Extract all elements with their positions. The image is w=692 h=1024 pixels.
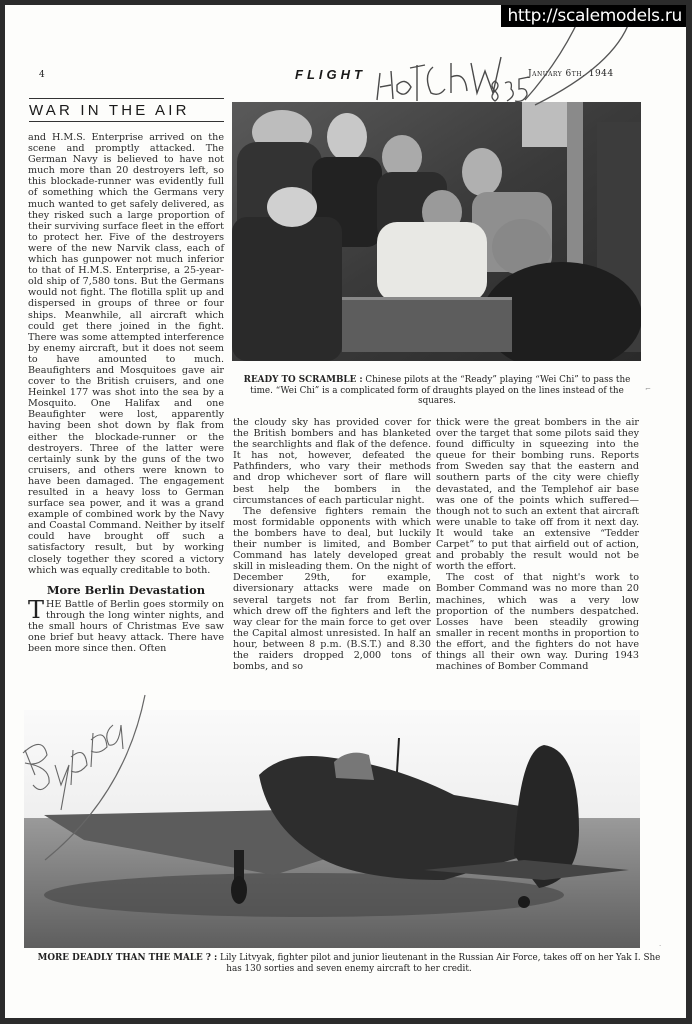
- pen-arc-top-right: [535, 20, 630, 105]
- text-column-3: [436, 417, 639, 672]
- handwritten-835: [492, 77, 529, 101]
- col2-paragraph-1: the cloudy sky has provided cover for the British bombers and has blanketed the searchlights and flak of the defence. It has not, however, defeated the Pathfinders, who vary their methods and drop whichever sort of flare will best help the bombers in the circumstances of each particular night.: [233, 417, 431, 506]
- handwritten-hol-chw: [377, 57, 501, 101]
- photo-yak-fighter-image: [24, 710, 640, 948]
- caption-bottom-photo: [29, 953, 669, 974]
- drop-cap: T: [28, 595, 45, 624]
- col3-paragraph-2: The cost of that night's work to Bomber Command was no more than 20 machines, which was a very low proportion of the numbers despatched. Losses have been steadily growing smaller in recent months in proportion to the effort, and the fighters do not have things all their own way. During 1943 machines of Bomber Command: [436, 572, 639, 673]
- caption-bottom-title: MORE DEADLY THAN THE MALE ? :: [37, 953, 218, 963]
- magazine-page: [5, 5, 686, 1018]
- col3-paragraph-1: thick were the great bombers in the air over the target that some pilots said they found difficulty in squeezing into the queue for their bombing runs. Reports from Sweden say that the eastern and southern parts of the city were chiefly devastated, and the Templehof air base was one of the points which suffered—though not to such an extent that aircraft were unable to take off from it next day. It would take an extensive “Tedder Carpet” to put that airfield out of action, and probably the result would not be worth the effort.: [436, 417, 639, 573]
- page-number: 4: [39, 70, 45, 80]
- text-column-1: [28, 132, 224, 654]
- margin-mark: ⌐: [645, 385, 651, 393]
- text-column-2: [233, 417, 431, 672]
- section-title: WAR IN THE AIR: [29, 102, 190, 119]
- photo-chinese-pilots-image: [232, 102, 641, 361]
- watermark-url[interactable]: http://scalemodels.ru: [501, 5, 686, 27]
- subheading: More Berlin Devastation: [46, 582, 206, 597]
- col1-paragraph-2: [28, 595, 224, 655]
- margin-mark-2: ·: [659, 942, 662, 950]
- caption-bottom-text: Lily Litvyak, fighter pilot and junior lieutenant in the Russian Air Force, takes off on her Yak I. She has 130 sorties and seven enemy aircraft to her credit.: [220, 953, 661, 974]
- caption-top-photo: [237, 375, 637, 407]
- col1-paragraph-2-text: HE Battle of Berlin goes stormily on through the long winter nights, and the small hours of Christmas Eve saw one brief but heavy attack. There have been more since then. Often: [28, 598, 224, 655]
- caption-top-title: READY TO SCRAMBLE :: [243, 375, 363, 385]
- masthead: FLIGHT: [295, 67, 366, 82]
- col1-paragraph-1: and H.M.S. Enterprise arrived on the scene and promptly attacked. The German Navy is believed to have not much more than 20 destroyers left, so this blockade-runner was evidently full of something which the Germans very much wanted to get safely delivered, as they risked such a large proportion of their surviving surface fleet in the effort to protect her. Five of the destroyers were of the new Narvik class, each of which has gunpower not much inferior to that of H.M.S. Enterprise, a 25-year-old ship of 7,580 tons. But the Germans would not fight. The flotilla split up and dispersed in groups of three or four ships. Meanwhile, all aircraft which could get there joined in the fight. There was some attempted interference by enemy aircraft, but it does not seem to have amounted to much. Beaufighters and Mosquitoes gave air cover to the British cruisers, and one Heinkel 177 was shot into the sea by a Mosquito. One Halifax and one Beaufighter were lost, apparently having been shot down by flak from either the blockade-runner or the destroyers. Three of the latter were certainly sunk by the guns of the two cruisers, and others were known to have been damaged. The engagement resulted in a heavy loss to German surface sea power, and it was a grand example of combined work by the Navy and Coastal Command. Neither by itself could have brought off such a satisfactory result, but by working closely together they scored a victory which was equally creditable to both.: [28, 132, 224, 576]
- col2-paragraph-2: The defensive fighters remain the most formidable opponents with which the bombers have to deal, but luckily their number is limited, and Bomber Command has lately developed great skill in misleading them. On the night of December 29th, for example, diversionary attacks were made on several targets not far from Berlin, which drew off the fighters and left the way clear for the main force to get over the Capital almost unresisted. In half an hour, between 8 p.m. (B.S.T.) and 8.30 the raiders dropped 2,000 tons of bombs, and so: [233, 505, 431, 673]
- caption-top-text: Chinese pilots at the “Ready” playing “Wei Chi” to pass the time. “Wei Chi” is a complicated form of draughts played on the lines instead of the squares.: [250, 375, 631, 406]
- issue-date: January 6th, 1944: [528, 69, 614, 79]
- photo-yak-fighter: [24, 710, 640, 948]
- section-title-rule: [29, 98, 224, 122]
- photo-chinese-pilots: [232, 102, 641, 361]
